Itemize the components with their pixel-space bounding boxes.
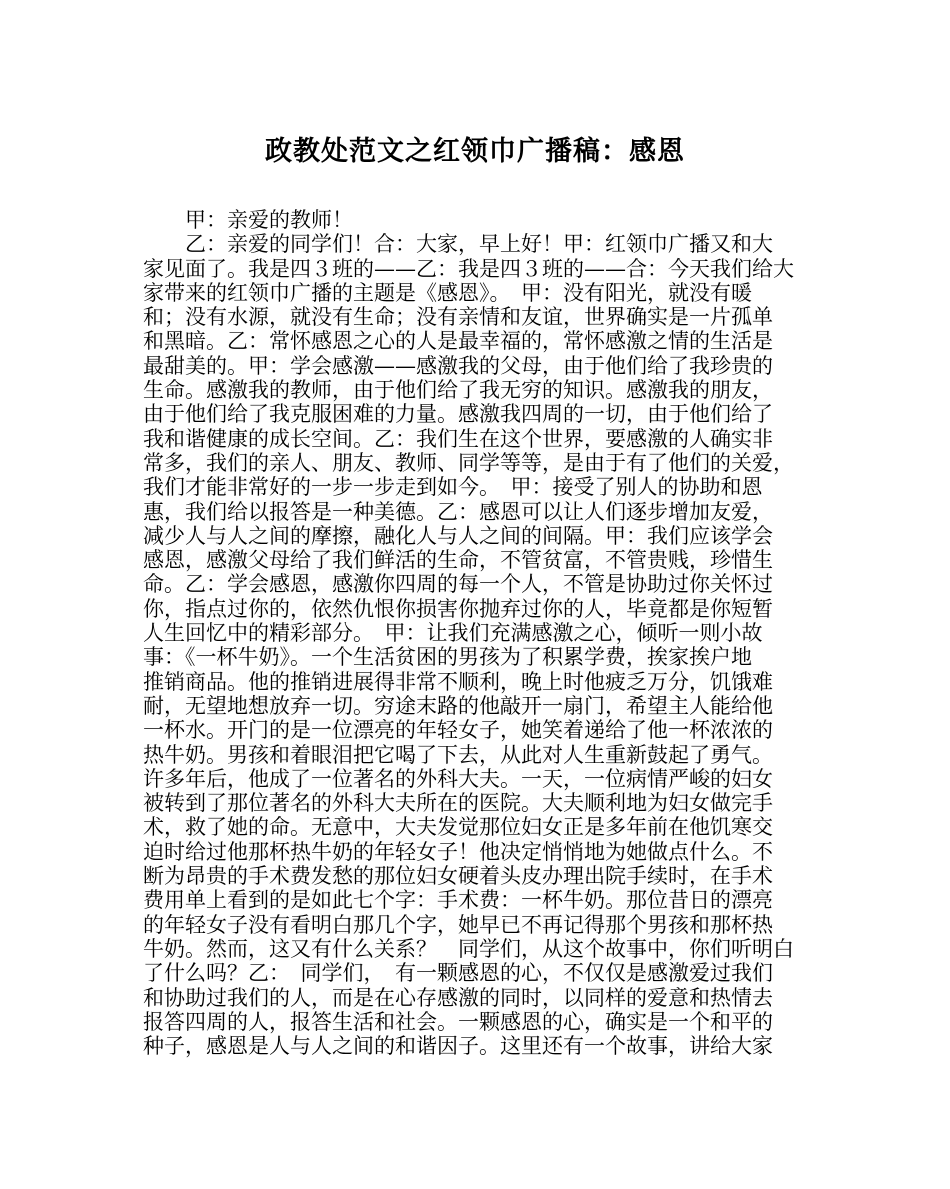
- paragraph-line: 常多，我们的亲人、朋友、教师、同学等等，是由于有了他们的关爱，: [143, 450, 794, 475]
- paragraph-line: 家见面了。我是四３班的——乙：我是四３班的——合：今天我们给大: [143, 256, 794, 281]
- paragraph-line: 最甜美的。甲：学会感激——感激我的父母，由于他们给了我珍贵的: [143, 353, 773, 378]
- document-body: [143, 208, 807, 1058]
- paragraph-line: 和协助过我们的人，而是在心存感激的同时，以同样的爱意和热情去: [143, 985, 773, 1010]
- paragraph-line: 费用单上看到的是如此七个字：手术费：一杯牛奶。那位昔日的漂亮: [143, 888, 773, 913]
- paragraph-line: 家带来的红领巾广播的主题是《感恩》。 甲：没有阳光，就没有暖: [143, 280, 752, 305]
- paragraph-line: 惠，我们给以报答是一种美德。乙：感恩可以让人们逐步增加友爱，: [143, 499, 773, 524]
- paragraph-line: 牛奶。然而，这又有什么关系？ 同学们，从这个故事中，你们听明白: [143, 936, 794, 961]
- paragraph-line: 推销商品。他的推销进展得非常不顺利，晚上时他疲乏万分，饥饿难: [143, 669, 773, 694]
- paragraph-line: 生命。感激我的教师，由于他们给了我无穷的知识。感激我的朋友，: [143, 378, 773, 403]
- paragraph-line: 了什么吗？乙： 同学们， 有一颗感恩的心，不仅仅是感激爱过我们: [143, 961, 773, 986]
- paragraph-line: 种子，感恩是人与人之间的和谐因子。这里还有一个故事，讲给大家: [143, 1034, 773, 1059]
- paragraph-line: 热牛奶。男孩和着眼泪把它喝了下去，从此对人生重新鼓起了勇气。: [143, 742, 773, 767]
- paragraph-line: 术，救了她的命。无意中，大夫发觉那位妇女正是多年前在他饥寒交: [143, 815, 773, 840]
- paragraph-line: 断为昂贵的手术费发愁的那位妇女硬着头皮办理出院手续时，在手术: [143, 864, 773, 889]
- paragraph-line: 被转到了那位著名的外科大夫所在的医院。大夫顺利地为妇女做完手: [143, 791, 773, 816]
- paragraph-line: 你，指点过你的，依然仇恨你损害你抛弃过你的人，毕竟都是你短暂: [143, 596, 773, 621]
- paragraph-line: 耐，无望地想放弃一切。穷途末路的他敲开一扇门，希望主人能给他: [143, 693, 773, 718]
- paragraph-line: 和黑暗。乙：常怀感恩之心的人是最幸福的，常怀感激之情的生活是: [143, 329, 773, 354]
- paragraph-line: 我和谐健康的成长空间。乙：我们生在这个世界，要感激的人确实非: [143, 426, 773, 451]
- paragraph-line: 由于他们给了我克服困难的力量。感激我四周的一切，由于他们给了: [143, 402, 773, 427]
- paragraph-line: 和；没有水源，就没有生命；没有亲情和友谊，世界确实是一片孤单: [143, 305, 773, 330]
- paragraph-line: 减少人与人之间的摩擦，融化人与人之间的间隔。甲：我们应该学会: [143, 523, 773, 548]
- paragraph-line: 迫时给过他那杯热牛奶的年轻女子！他决定悄悄地为她做点什么。不: [143, 839, 773, 864]
- paragraph-line: 命。乙：学会感恩，感激你四周的每一个人，不管是协助过你关怀过: [143, 572, 773, 597]
- paragraph-line: 事：《一杯牛奶》。一个生活贫困的男孩为了积累学费，挨家挨户地: [143, 645, 752, 670]
- paragraph-line: 我们才能非常好的一步一步走到如今。 甲：接受了别人的协助和恩: [143, 475, 763, 500]
- paragraph-line: 一杯水。开门的是一位漂亮的年轻女子，她笑着递给了他一杯浓浓的: [143, 718, 773, 743]
- paragraph-line: 感恩，感激父母给了我们鲜活的生命，不管贫富，不管贵贱，珍惜生: [143, 548, 773, 573]
- paragraph-line: 人生回忆中的精彩部分。 甲：让我们充满感激之心，倾听一则小故: [143, 621, 763, 646]
- paragraph-line: 甲：亲爱的教师！: [185, 208, 353, 232]
- paragraph-line: 许多年后，他成了一位著名的外科大夫。一天，一位病情严峻的妇女: [143, 766, 773, 791]
- paragraph-line: 报答四周的人，报答生活和社会。一颗感恩的心，确实是一个和平的: [143, 1009, 773, 1034]
- paragraph-line: 乙：亲爱的同学们！合：大家，早上好！甲：红领巾广播又和大: [185, 232, 773, 257]
- paragraph-line: 的年轻女子没有看明白那几个字，她早已不再记得那个男孩和那杯热: [143, 912, 773, 937]
- document-title: 政教处范文之红领巾广播稿：感恩: [265, 136, 685, 167]
